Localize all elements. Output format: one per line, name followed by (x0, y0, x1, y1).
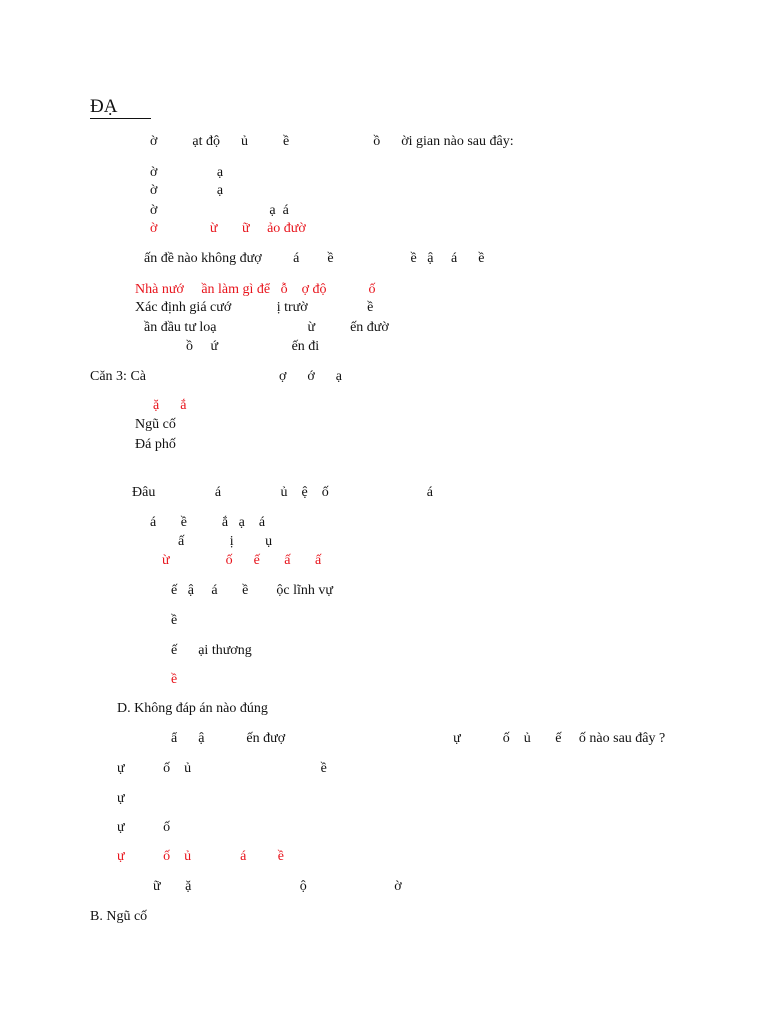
question-4-option-a: á ề ắ ạ á (150, 515, 266, 530)
question-5-option-c-correct: ề (171, 672, 178, 687)
question-5-option-a: ề (171, 613, 178, 628)
question-4-prompt: Đâu á ủ ệ ố á (132, 485, 433, 500)
question-1-option-b: ờ ạ (150, 183, 224, 198)
question-6-option-b: ự (117, 791, 125, 806)
question-2-option-c: ần đầu tư loạ ừ ến đườ (144, 320, 389, 335)
question-5-prompt: ế ậ á ề ộc lĩnh vự (171, 583, 333, 598)
question-6-option-a: ự ố ủ ề (117, 761, 327, 776)
question-1-prompt: ờ ạt độ ủ ề ồ ời gian nào sau đây: (150, 134, 514, 149)
question-5-option-b: ế ại thương (171, 643, 252, 658)
question-3-prompt: Căn 3: Cà ợ ớ ạ (90, 369, 343, 384)
question-7-prompt: ữ ặ ộ ờ (153, 879, 402, 894)
question-2-option-a-correct: Nhà nướ ần làm gì để ỗ ợ độ ố (135, 282, 376, 297)
question-3-option-a-correct: ặ ắ (153, 398, 187, 413)
question-2-option-b: Xác định giá cướ ị trườ ề (135, 300, 374, 315)
question-4-option-c-correct: ừ ố ế ấ ấ (162, 553, 322, 568)
question-1-option-d-correct: ờ ừ ữ ảo đườ (150, 221, 306, 236)
question-1-option-a: ờ ạ (150, 165, 224, 180)
question-4-option-b: ấ ị ụ (178, 534, 273, 549)
question-2-option-d: ồ ứ ến đi (186, 339, 320, 354)
question-3-option-b: Ngũ cố (135, 417, 176, 432)
question-6-option-d-correct: ự ố ủ á ề (117, 849, 285, 864)
answer-heading: ĐẠ (90, 96, 151, 119)
question-6-prompt: ẩ ậ ến đượ ự ố ủ ế ố nào sau đây ? (171, 731, 666, 746)
question-3-option-c: Đá phố (135, 437, 176, 452)
question-2-prompt: ấn đề nào không đượ á ề ề ậ á ề (144, 251, 485, 266)
question-1-option-c: ờ ạ á (150, 203, 289, 218)
question-6-option-c: ự ố (117, 820, 171, 835)
question-7-answer: B. Ngũ cố (90, 909, 148, 924)
question-5-option-d: D. Không đáp án nào đúng (117, 701, 268, 716)
